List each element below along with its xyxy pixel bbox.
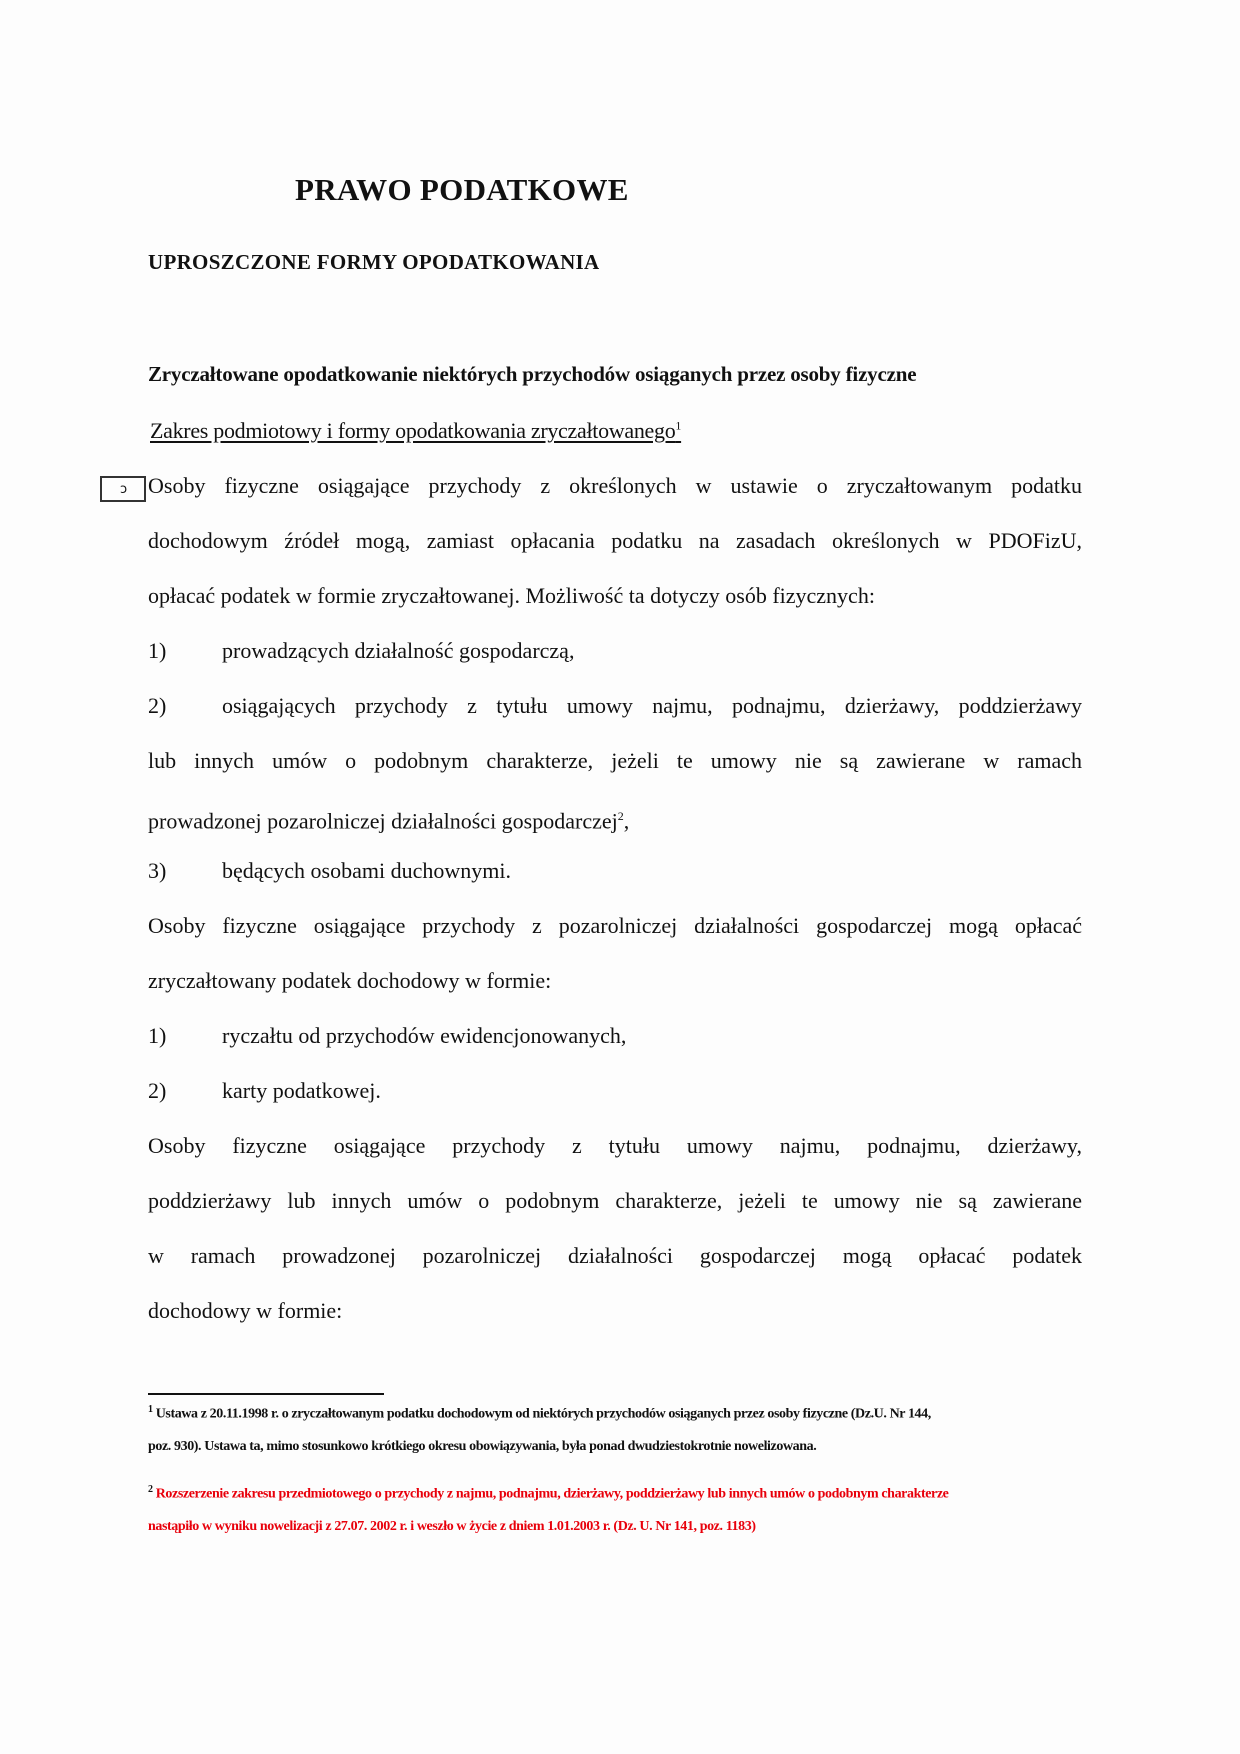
comment-marker[interactable] xyxy=(100,476,146,502)
footnote-ref-2[interactable]: 2 xyxy=(617,809,624,823)
list-number: 2) xyxy=(148,693,167,718)
footnote-ref-1[interactable]: 1 xyxy=(675,418,682,433)
list-text: osiągających przychody z tytułu umowy najmu, podnajmu, dzierżawy, poddzierżawy xyxy=(222,693,1082,718)
document-subtitle: UPROSZCZONE FORMY OPODATKOWANIA xyxy=(148,250,600,274)
paragraph-1-line-2: dochodowym źródeł mogą, zamiast opłacania podatku na zasadach określonych w PDOFizU, xyxy=(148,528,1082,553)
list-continuation: lub innych umów o podobnym charakterze, jeżeli te umowy nie są zawierane w ramach xyxy=(148,748,1082,773)
document-title: PRAWO PODATKOWE xyxy=(295,172,629,207)
paragraph-2-line-1: Osoby fizyczne osiągające przychody z pozarolniczej działalności gospodarczej mogą opłacać xyxy=(148,913,1082,938)
comment-anchor-icon: ɔ xyxy=(120,482,128,497)
list-item xyxy=(148,857,1082,885)
footnote-text: Rozszerzenie zakresu przedmiotowego o przychody z najmu, podnajmu, dzierżawy, poddzierżawy lub innych umów o podobnym charakterze xyxy=(155,1486,949,1502)
footnote-number: 2 xyxy=(148,1484,153,1495)
footnote-separator xyxy=(148,1393,384,1395)
list-continuation: prowadzonej pozarolniczej działalności gospodarczej$^2$, xyxy=(148,808,630,834)
paragraph-3-line-2: poddzierżawy lub innych umów o podobnym charakterze, jeżeli te umowy nie są zawierane xyxy=(148,1188,1082,1213)
footnote-number: 1 xyxy=(148,1404,153,1415)
list-item xyxy=(148,637,1082,665)
footnote-1-continuation: poz. 930). Ustawa ta, mimo stosunkowo krótkiego okresu obowiązywania, była ponad dwudziestokrotnie nowelizowana. xyxy=(148,1439,817,1454)
footnote-1 xyxy=(148,1400,1093,1425)
list-text: będących osobami duchownymi. xyxy=(222,858,511,883)
list-number: 2) xyxy=(148,1078,167,1103)
list-text: prowadzących działalność gospodarczą, xyxy=(222,638,575,663)
list-item xyxy=(148,1077,1082,1105)
footnote-2-continuation: nastąpiło w wyniku nowelizacji z 27.07. 2002 r. i weszło w życie z dniem 1.01.2003 r. (Dz. U. Nr 141, poz. 1183) xyxy=(148,1519,756,1534)
paragraph-1-line-3: opłacać podatek w formie zryczałtowanej. Możliwość ta dotyczy osób fizycznych: xyxy=(148,583,875,608)
list-item xyxy=(148,1022,1082,1050)
list-text: ryczałtu od przychodów ewidencjonowanych, xyxy=(222,1023,627,1048)
paragraph-2-line-2: zryczałtowany podatek dochodowy w formie: xyxy=(148,968,552,993)
list-item xyxy=(148,692,1082,720)
paragraph-1-line-1: Osoby fizyczne osiągające przychody z określonych w ustawie o zryczałtowanym podatku xyxy=(148,473,1082,498)
list-text: karty podatkowej. xyxy=(222,1078,381,1103)
list-number: 3) xyxy=(148,858,167,883)
paragraph-3-line-1: Osoby fizyczne osiągające przychody z tytułu umowy najmu, podnajmu, dzierżawy, xyxy=(148,1133,1082,1158)
footnote-text: Ustawa z 20.11.1998 r. o zryczałtowanym podatku dochodowym od niektórych przychodów osiąganych przez osoby fizyczne (Dz.U. Nr 144, xyxy=(155,1406,931,1422)
paragraph-3-line-3: w ramach prowadzonej pozarolniczej działalności gospodarczej mogą opłacać podatek xyxy=(148,1243,1082,1268)
paragraph-3-line-4: dochodowy w formie: xyxy=(148,1298,343,1323)
list-number: 1) xyxy=(148,638,167,663)
subheading xyxy=(150,418,681,444)
section-heading: Zryczałtowane opodatkowanie niektórych przychodów osiąganych przez osoby fizyczne xyxy=(148,362,917,386)
footnote-2 xyxy=(148,1480,1093,1505)
subheading-text: Zakres podmiotowy i formy opodatkowania zryczałtowanego xyxy=(150,418,676,443)
list-number: 1) xyxy=(148,1023,167,1048)
